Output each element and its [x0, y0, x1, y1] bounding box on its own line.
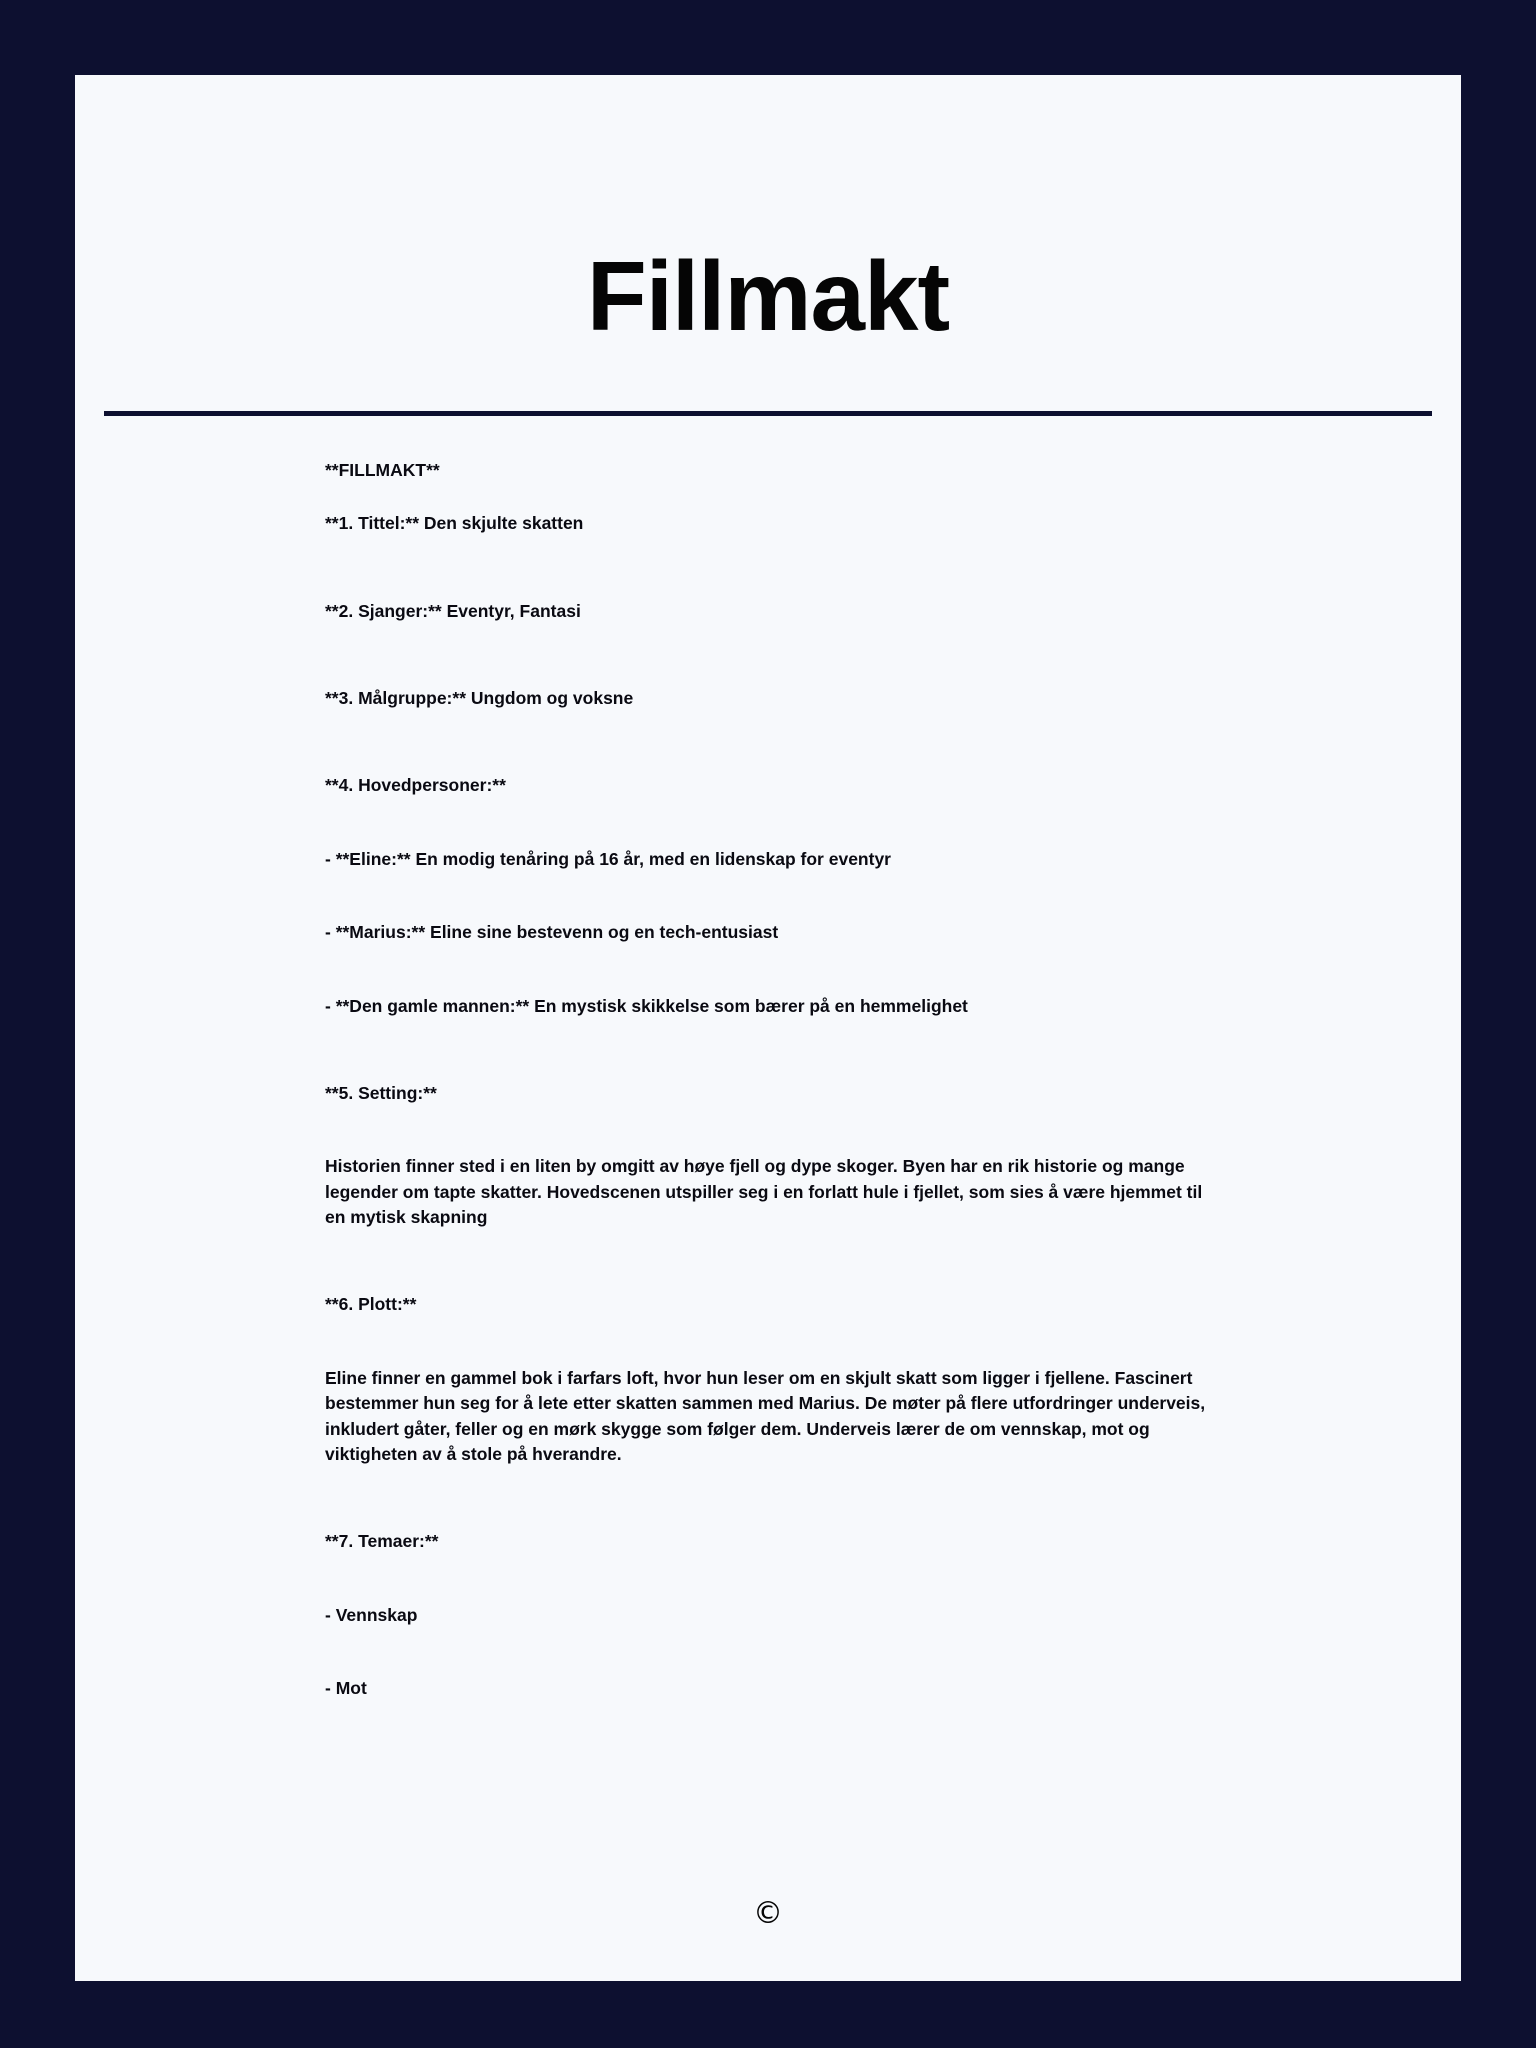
paragraph-sjanger: **2. Sjanger:** Eventyr, Fantasi: [325, 600, 581, 621]
paragraph-malgruppe: **3. Målgruppe:** Ungdom og voksne: [325, 688, 634, 709]
paragraph-hovedpersoner: **4. Hovedpersoner:**: [325, 775, 506, 796]
paragraph-heading: **FILLMAKT**: [325, 459, 440, 480]
document-page: [75, 75, 1461, 1981]
paragraph-spacer: [325, 537, 1211, 599]
paragraph-spacer: [325, 1318, 1211, 1366]
paragraph-spacer: [325, 1230, 1211, 1292]
paragraph-tema-mot: - Mot: [325, 1678, 367, 1699]
paragraph-spacer: [325, 1467, 1211, 1529]
paragraph-spacer: [325, 946, 1211, 994]
paragraph-temaer-heading: **7. Temaer:**: [325, 1531, 439, 1552]
paragraph-spacer: [325, 799, 1211, 847]
page-title: Fillmakt: [586, 241, 950, 351]
paragraph-setting-heading: **5. Setting:**: [325, 1082, 437, 1103]
paragraph-spacer: [325, 624, 1211, 686]
paragraph-person-gamle-mannen: - **Den gamle mannen:** En mystisk skikkelse som bærer på en hemmelighet: [325, 995, 968, 1016]
paragraph-spacer: [325, 1555, 1211, 1603]
document-body: [75, 416, 1461, 1730]
footer: [75, 1896, 1461, 1931]
paragraph-spacer: [325, 1628, 1211, 1676]
paragraph-spacer: [325, 1106, 1211, 1154]
paragraph-spacer: [325, 711, 1211, 773]
copyright-icon: ©: [753, 1896, 783, 1931]
paragraph-person-marius: - **Marius:** Eline sine bestevenn og en tech-entusiast: [325, 922, 779, 943]
paragraph-setting-body: Historien finner sted i en liten by omgitt av høye fjell og dype skoger. Byen har en rik historie og mange legender om tapte skatter. Hovedscenen utspiller seg i en forlatt hule i fjellet, som sies å være hjemmet til en mytisk skapning: [325, 1156, 1203, 1228]
paragraph-person-eline: - **Eline:** En modig tenåring på 16 år, med en lidenskap for eventyr: [325, 848, 891, 869]
paragraph-spacer: [325, 872, 1211, 920]
paragraph-spacer: [325, 483, 1211, 511]
paragraph-tema-vennskap: - Vennskap: [325, 1604, 418, 1625]
paragraph-spacer: [325, 1701, 1211, 1729]
paragraph-tittel: **1. Tittel:** Den skjulte skatten: [325, 513, 584, 534]
paragraph-spacer: [325, 1019, 1211, 1081]
paragraph-plott-heading: **6. Plott:**: [325, 1294, 417, 1315]
paragraph-plott-body: Eline finner en gammel bok i farfars loft, hvor hun leser om en skjult skatt som ligger i fjellene. Fascinert bestemmer hun seg for å lete etter skatten sammen med Marius. De møter på flere utfordringer underveis, inkludert gåter, feller og en mørk skygge som følger dem. Underveis lærer de om vennskap, mot og viktigheten av å stole på hverandre.: [325, 1367, 1206, 1464]
